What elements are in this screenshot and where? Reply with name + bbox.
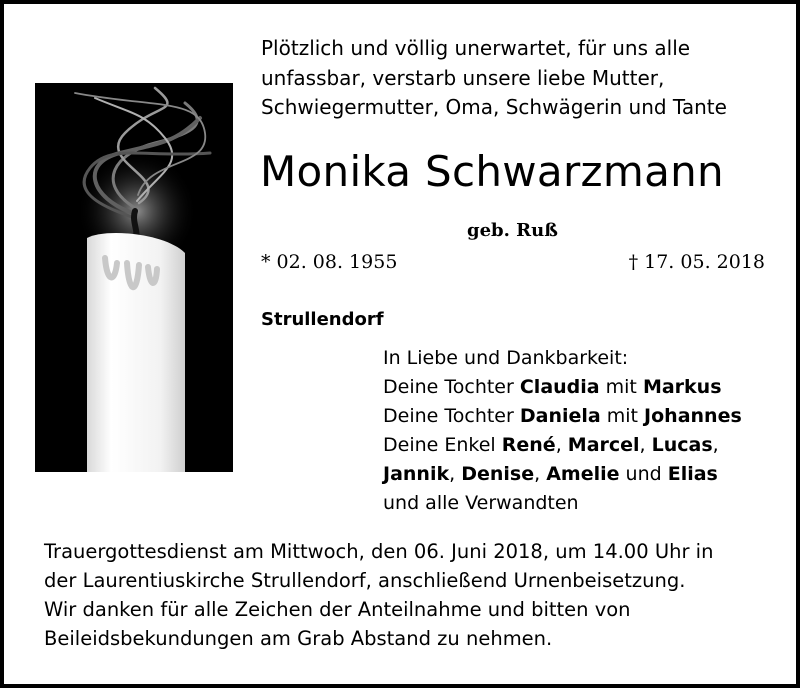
service-line: Trauergottesdienst am Mittwoch, den 06. Juni 2018, um 14.00 Uhr in xyxy=(44,540,714,563)
mourner-name: Jannik xyxy=(383,463,450,485)
mourner-name: Denise xyxy=(461,463,535,485)
mourner-separator: , xyxy=(712,434,719,456)
candle-image xyxy=(35,83,233,472)
mourner-name: Elias xyxy=(667,463,718,485)
mourner-line xyxy=(383,402,783,431)
service-line: Beileidsbekundungen am Grab Abstand zu nehmen. xyxy=(44,627,553,650)
service-line: Wir danken für alle Zeichen der Anteilnahme und bitten von xyxy=(44,598,631,621)
intro-text xyxy=(261,34,781,123)
mourner-prefix: Deine Tochter xyxy=(383,376,520,398)
mourner-name: Marcel xyxy=(567,434,640,456)
residence-place: Strullendorf xyxy=(261,309,384,330)
intro-line: unfassbar, verstarb unsere liebe Mutter, xyxy=(261,65,665,90)
mourner-line xyxy=(383,373,783,402)
mourner-line xyxy=(383,431,783,460)
maiden-name: geb. Ruß xyxy=(467,220,558,241)
mourner-connector: mit xyxy=(600,405,645,427)
mourner-prefix: Deine Tochter xyxy=(383,405,520,427)
intro-line: Plötzlich und völlig unerwartet, für uns alle xyxy=(261,36,691,60)
mourners-opening: In Liebe und Dankbarkeit: xyxy=(383,347,629,369)
mourner-connector: mit xyxy=(599,376,643,398)
mourner-prefix: Deine Enkel xyxy=(383,434,502,456)
mourners-list xyxy=(383,344,783,518)
mourner-name: Amelie xyxy=(546,463,620,485)
life-dates xyxy=(261,249,765,275)
candle-icon xyxy=(35,83,233,472)
death-date: † 17. 05. 2018 xyxy=(628,251,765,273)
mourner-line xyxy=(383,460,783,489)
mourner-separator: , xyxy=(639,434,652,456)
mourner-name: Lucas xyxy=(651,434,713,456)
mourner-separator: , xyxy=(449,463,462,485)
birth-date: * 02. 08. 1955 xyxy=(261,251,398,273)
deceased-name: Monika Schwarzmann xyxy=(260,147,724,196)
mourner-name: Daniela xyxy=(519,405,601,427)
service-line: der Laurentiuskirche Strullendorf, anschließend Urnenbeisetzung. xyxy=(44,569,686,592)
mourner-name: Markus xyxy=(642,376,722,398)
mourner-name: Johannes xyxy=(644,405,742,427)
mourner-separator: , xyxy=(555,434,568,456)
mourner-separator: , xyxy=(534,463,547,485)
mourners-closing: und alle Verwandten xyxy=(383,492,579,514)
intro-line: Schwiegermutter, Oma, Schwägerin und Tante xyxy=(261,95,727,119)
mourner-connector: und xyxy=(619,463,668,485)
service-info xyxy=(44,537,784,653)
mourner-name: René xyxy=(501,434,556,456)
mourner-name: Claudia xyxy=(519,376,600,398)
